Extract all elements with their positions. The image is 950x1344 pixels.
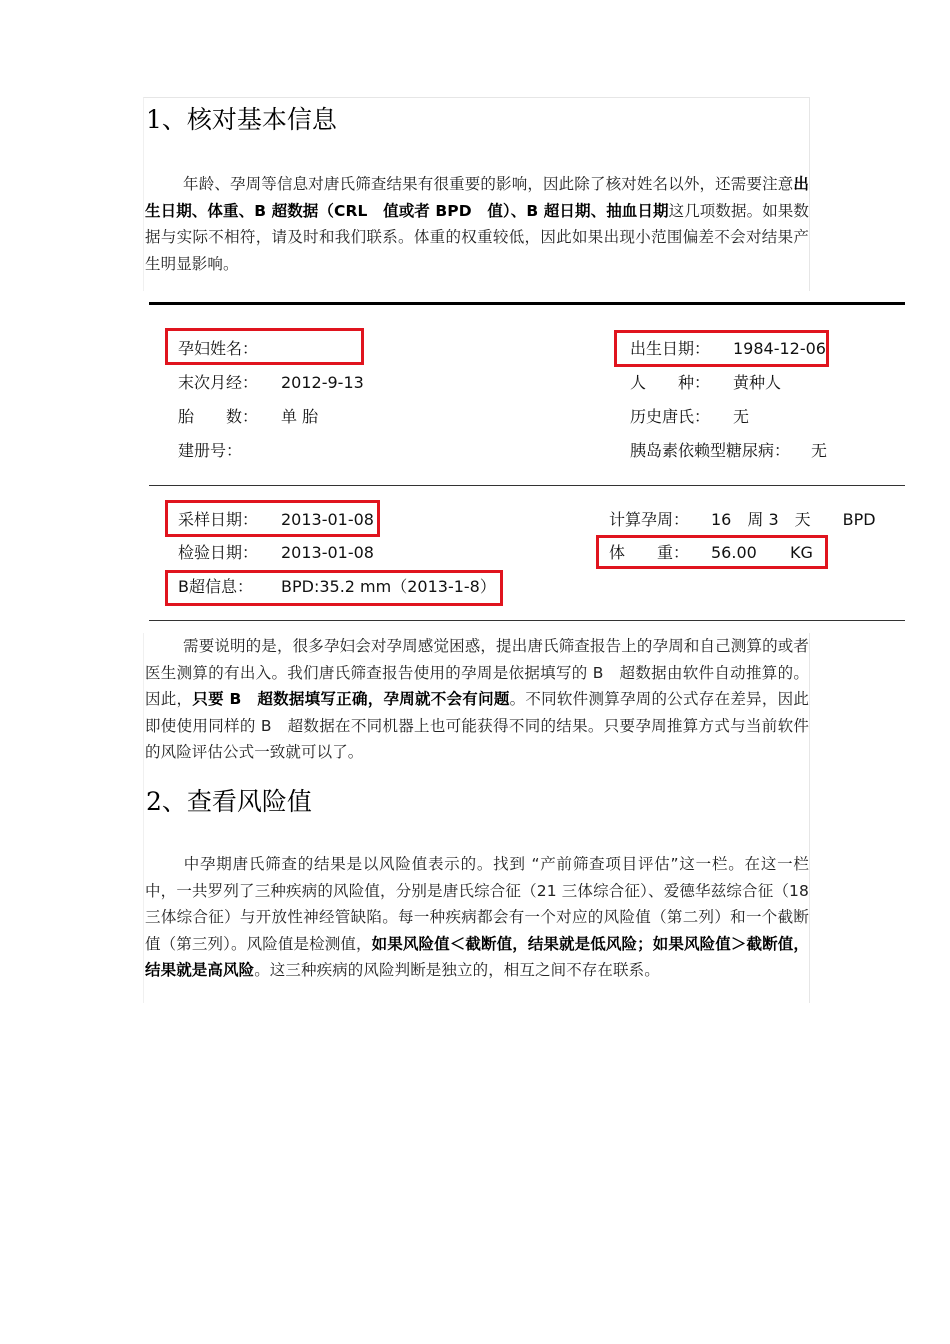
highlight-box-name [165, 328, 364, 365]
text-run: 年龄、孕周等信息对唐氏筛查结果有很重要的影响，因此除了核对姓名以外，还需要注意 [183, 175, 794, 193]
weight-unit: KG [790, 543, 813, 562]
birth-date-value: 1984-12-06 [733, 339, 826, 358]
bold-text-run: 出生日期、体重、B 超数据（CRL 值或者 BPD 值）、B 超日期、抽血日期 [145, 175, 809, 220]
highlight-box-weight [596, 535, 828, 569]
name-label: 孕妇姓名： [178, 339, 259, 358]
highlight-box-birth-date [614, 330, 829, 367]
lmp-value: 2012-9-13 [281, 373, 364, 392]
fetus-count-label: 胎 数： [178, 407, 259, 426]
bscan-info-label: B超信息： [178, 577, 253, 596]
sample-date-label: 采样日期： [178, 510, 259, 529]
paragraph-basic-info [145, 171, 809, 277]
weight-value: 56.00 [711, 543, 757, 562]
paragraph-risk-values [145, 851, 809, 984]
text-run: 。不同软件测算孕周的公式存在差异，因此即使使用同样的 B 超数据在不同机器上也可能获得不同的结果。只要孕周推算方式与当前软件的风险评估公式一致就可以了。 [145, 690, 809, 761]
section-heading-2: 2、查看风险值 [146, 787, 312, 816]
birth-date-label: 出生日期： [630, 339, 711, 358]
race-label: 人 种： [630, 373, 711, 392]
report-screenshot [143, 295, 905, 630]
diabetes-value: 无 [811, 441, 828, 460]
bold-text-run: 如果风险值＜截断值，结果就是低风险；如果风险值＞截断值，结果就是高风险 [145, 934, 809, 979]
register-label: 建册号： [178, 441, 243, 460]
highlight-box-sample-date [165, 500, 380, 537]
highlight-box-bscan [165, 570, 503, 606]
history-value: 无 [733, 407, 750, 426]
text-run: 这几项数据。如果数据与实际不相符，请及时和我们联系。体重的权重较低，因此如果出现小范围偏差不会对结果产生明显影响。 [145, 201, 810, 273]
lmp-label: 末次月经： [178, 373, 259, 392]
weight-label: 体 重： [609, 543, 690, 562]
bscan-info-value: BPD:35.2 mm（2013-1-8） [281, 577, 496, 596]
section-heading-1: 1、核对基本信息 [146, 105, 337, 134]
sample-date-value: 2013-01-08 [281, 510, 374, 529]
history-label: 历史唐氏： [630, 407, 711, 426]
fetus-count-value: 单 胎 [281, 407, 319, 426]
paragraph-gestational-age-note [145, 633, 809, 766]
test-date-value: 2013-01-08 [281, 543, 374, 562]
divider [149, 302, 905, 305]
divider [149, 485, 905, 486]
bold-text-run: 只要 B 超数据填写正确，孕周就不会有问题 [192, 690, 510, 708]
section-risk-values [143, 633, 810, 1003]
diabetes-label: 胰岛素依赖型糖尿病： [630, 441, 791, 460]
race-value: 黄种人 [733, 373, 782, 392]
section-check-basic-info [143, 97, 810, 291]
divider [149, 620, 905, 621]
text-run: 。这三种疾病的风险判断是独立的，相互之间不存在联系。 [254, 961, 660, 979]
text-run: 需要说明的是，很多孕妇会对孕周感觉困惑，提出唐氏筛查报告上的孕周和自己测算的或者医生测算的有出入。我们唐氏筛查报告使用的孕周是依据填写的 B 超数据由软件自动推算的。因此， [145, 637, 809, 708]
gestational-age-value: 16 周 3 天 BPD [711, 510, 876, 529]
test-date-label: 检验日期： [178, 543, 259, 562]
text-run: 中孕期唐氏筛查的结果是以风险值表示的。找到 “产前筛查项目评估”这一栏。在这一栏中，一共罗列了三种疾病的风险值，分别是唐氏综合征（21 三体综合征）、爱德华兹综合征（18 三体综合征）与开放性神经管缺陷。每一种疾病都会有一个对应的风险值（第二列）和一个截断值（第三列）。风险值是检测值， [145, 855, 809, 953]
gestational-age-label: 计算孕周： [609, 510, 690, 529]
